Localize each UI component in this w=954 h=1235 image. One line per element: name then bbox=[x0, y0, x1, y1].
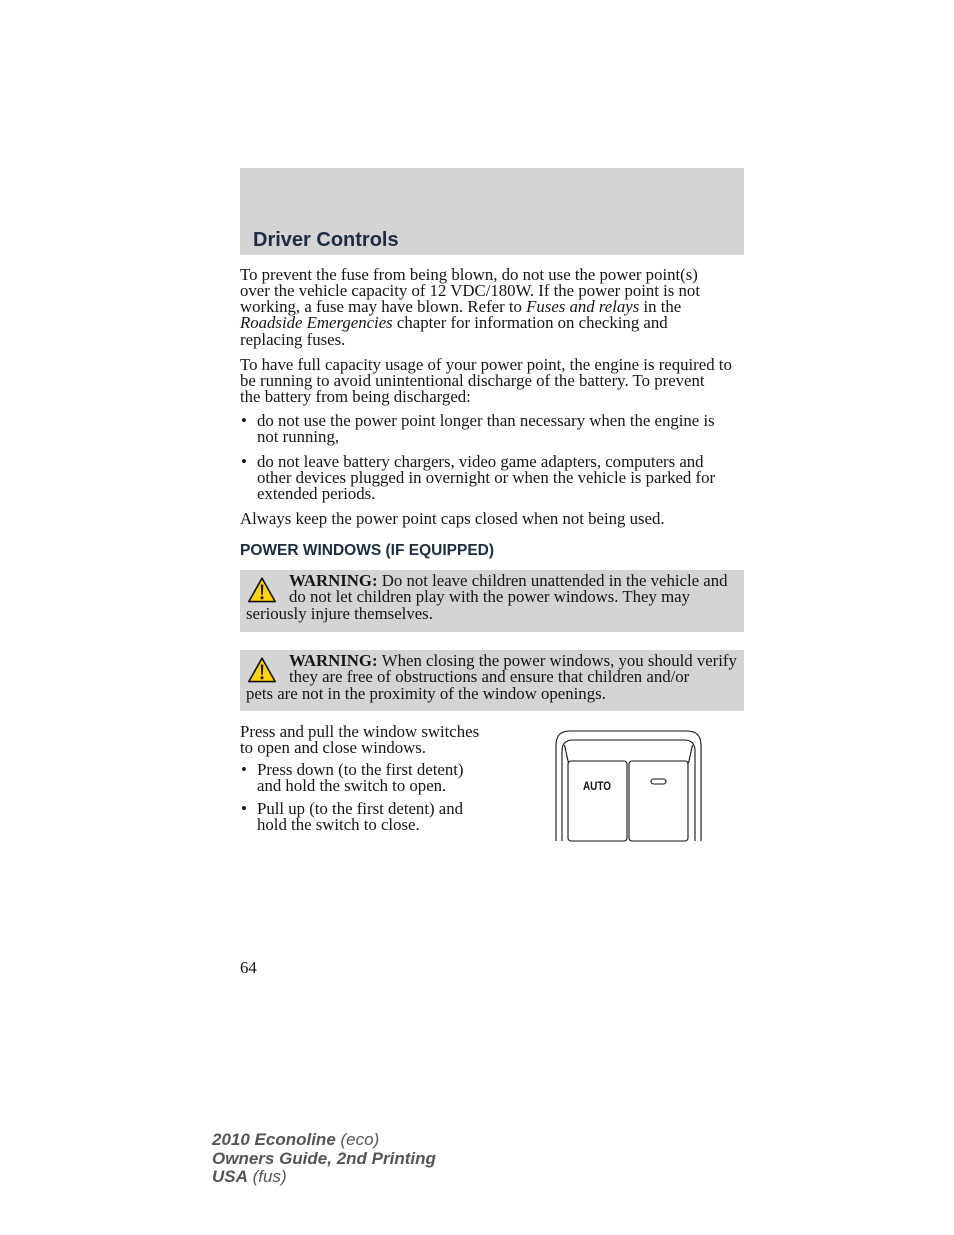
page-number: 64 bbox=[240, 958, 257, 977]
warning-line: pets are not in the proximity of the window openings. bbox=[246, 683, 606, 703]
list-item-line: Press down (to the first detent) bbox=[257, 759, 464, 779]
bullet-icon: • bbox=[241, 410, 247, 430]
auto-switch-label: AUTO bbox=[583, 779, 611, 793]
fuse-paragraph bbox=[240, 264, 700, 349]
window-switch bbox=[629, 761, 688, 841]
bullet-icon: • bbox=[241, 759, 247, 779]
warning-label: WARNING: bbox=[289, 651, 378, 670]
paragraph-line: over the vehicle capacity of 12 VDC/180W. If the power point is not bbox=[240, 280, 700, 300]
paragraph-line: be running to avoid unintentional discharge of the battery. To prevent bbox=[240, 370, 705, 390]
warning-line-text: Do not leave children unattended in the vehicle and bbox=[381, 571, 728, 590]
paragraph-line: the battery from being discharged: bbox=[240, 387, 471, 407]
window-switch-illustration bbox=[550, 726, 706, 846]
document-footer bbox=[212, 1131, 436, 1187]
footer-line-market bbox=[212, 1168, 436, 1187]
list-item bbox=[240, 410, 715, 446]
list-item-line: do not leave battery chargers, video game adapters, computers and bbox=[257, 451, 704, 471]
paragraph-line: To have full capacity usage of your power point, the engine is required to bbox=[240, 354, 732, 374]
cross-reference-fuses-and-relays: Fuses and relays bbox=[526, 297, 640, 317]
footer-market-name: USA bbox=[212, 1167, 248, 1186]
text-segment: working, a fuse may have blown. Refer to bbox=[240, 297, 522, 317]
footer-line-edition: Owners Guide, 2nd Printing bbox=[212, 1148, 436, 1168]
footer-line-model bbox=[212, 1131, 436, 1150]
list-item-line: other devices plugged in overnight or when the vehicle is parked for bbox=[257, 467, 716, 487]
warning-text bbox=[246, 653, 737, 702]
footer-model-code: (eco) bbox=[340, 1130, 380, 1149]
window-switch-intro bbox=[240, 721, 480, 757]
list-item-line: do not use the power point longer than necessary when the engine is bbox=[257, 410, 715, 430]
list-item bbox=[240, 798, 463, 834]
cross-reference-roadside-emergencies: Roadside Emergencies bbox=[240, 313, 393, 333]
paragraph-line: to open and close windows. bbox=[240, 737, 426, 757]
warning-line-text: When closing the power windows, you should verify bbox=[381, 651, 737, 670]
switch-recess-edge bbox=[565, 745, 693, 763]
list-item-line: and hold the switch to open. bbox=[257, 775, 447, 795]
warning-line: seriously injure themselves. bbox=[246, 603, 433, 623]
warning-box bbox=[240, 650, 744, 711]
bullet-icon: • bbox=[241, 451, 247, 471]
window-switch-indicator bbox=[651, 779, 666, 784]
list-item bbox=[240, 759, 464, 795]
footer-market-code: (fus) bbox=[252, 1167, 287, 1186]
text-segment: in the bbox=[643, 297, 682, 317]
footer-model-name: 2010 Econoline bbox=[212, 1130, 336, 1149]
warning-line: they are free of obstructions and ensure that children and/or bbox=[289, 667, 690, 687]
warning-text bbox=[246, 573, 728, 622]
auto-window-switch bbox=[568, 761, 627, 841]
caps-paragraph bbox=[240, 508, 665, 528]
list-item-line: Pull up (to the first detent) and bbox=[257, 798, 463, 818]
list-item-line: extended periods. bbox=[257, 484, 376, 504]
list-item-line: hold the switch to close. bbox=[257, 814, 420, 834]
text-segment: chapter for information on checking and bbox=[396, 313, 668, 333]
section-heading-power-windows: POWER WINDOWS (IF EQUIPPED) bbox=[240, 542, 495, 559]
paragraph-line: replacing fuses. bbox=[240, 329, 346, 349]
warning-label: WARNING: bbox=[289, 571, 378, 590]
warning-box bbox=[240, 570, 744, 632]
paragraph-line: Press and pull the window switches bbox=[240, 721, 480, 741]
warning-line: do not let children play with the power windows. They may bbox=[289, 587, 690, 607]
list-item bbox=[240, 451, 716, 504]
paragraph-line: To prevent the fuse from being blown, do not use the power point(s) bbox=[240, 264, 698, 284]
chapter-title: Driver Controls bbox=[253, 229, 399, 251]
capacity-paragraph bbox=[240, 354, 732, 407]
paragraph-line: Always keep the power point caps closed when not being used. bbox=[240, 508, 665, 528]
list-item-line: not running, bbox=[257, 426, 340, 446]
bullet-icon: • bbox=[241, 798, 247, 818]
